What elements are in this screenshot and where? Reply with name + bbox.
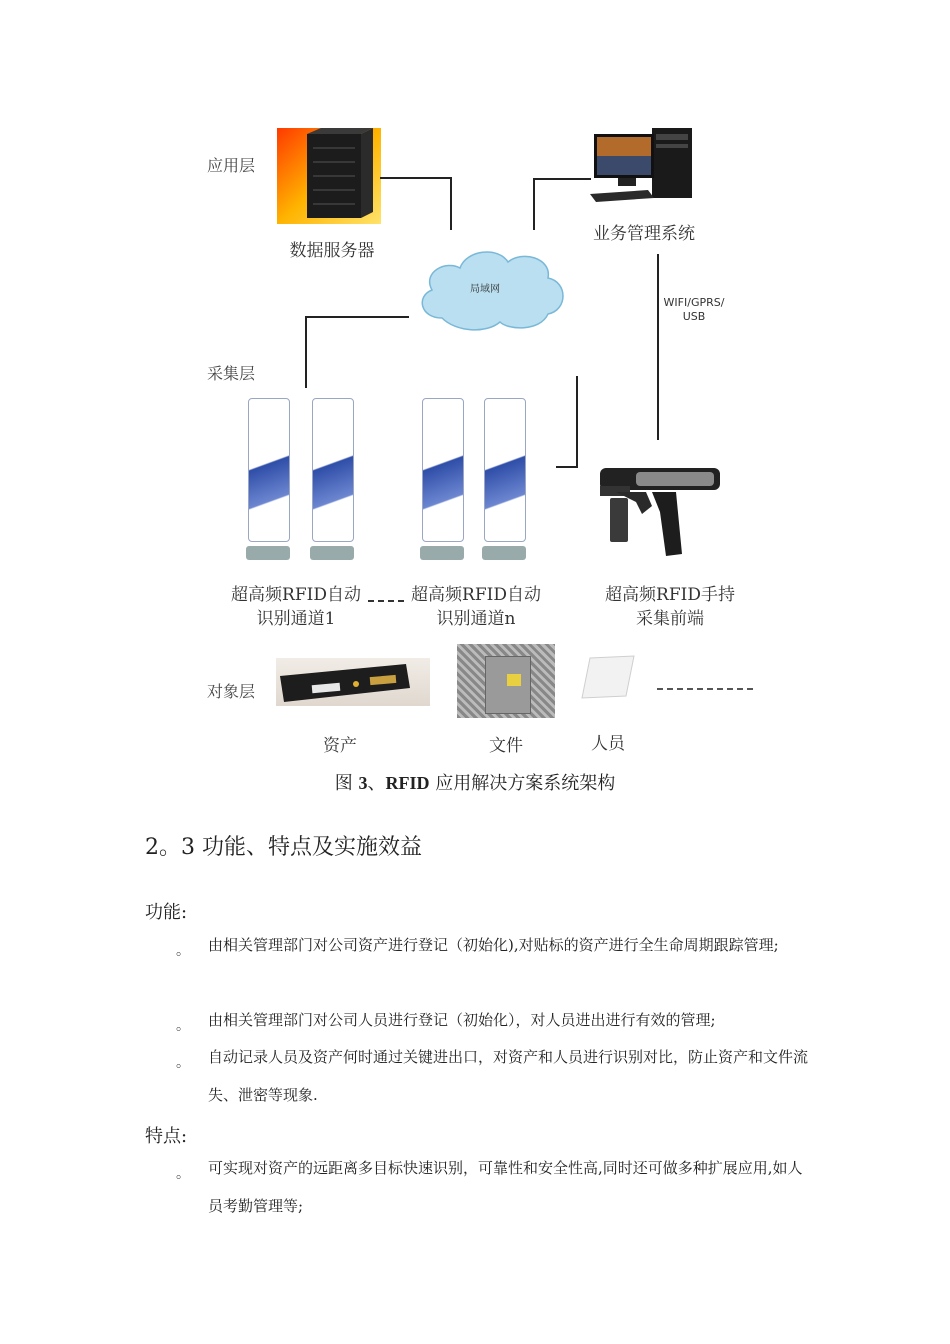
server-icon (277, 128, 381, 224)
channel-ellipsis (368, 600, 404, 602)
line-server-v (450, 177, 452, 230)
line-channeln-h (556, 466, 578, 468)
channel1-label-line2: 识别通道1 (256, 609, 336, 629)
person-label: 人员 (591, 734, 625, 754)
section-heading: 2。3 功能、特点及实施效益 (145, 835, 422, 860)
server-label: 数据服务器 (289, 241, 375, 261)
channeln-label-line2: 识别通道n (436, 609, 516, 629)
mgmt-system-label: 业务管理系统 (593, 224, 695, 244)
handheld-label-line1: 超高频RFID手持 (605, 585, 735, 605)
channeln-label-line1: 超高频RFID自动 (411, 585, 541, 605)
asset-image (276, 658, 430, 706)
line-pc-h (533, 178, 591, 180)
channel1-label-line1: 超高频RFID自动 (231, 585, 361, 605)
file-image (457, 644, 555, 718)
functions-label: 功能: (145, 902, 188, 923)
line-channeln-v (576, 376, 578, 468)
lan-label: 局域网 (470, 284, 500, 295)
bullet: 。 (176, 1166, 190, 1182)
features-label: 特点: (145, 1126, 188, 1147)
line-channel1-h (305, 316, 409, 318)
feature-item-1: 可实现对资产的远距离多目标快速识别，可靠性和安全性高,同时还可做多种扩展应用,如人员考勤管理等; (208, 1159, 803, 1215)
asset-label: 资产 (323, 736, 357, 756)
line-channel1-v (305, 316, 307, 388)
bullet: 。 (176, 943, 190, 959)
wireless-link-label: WIFI/GPRS/ USB (663, 296, 725, 323)
function-item-2: 由相关管理部门对公司人员进行登记（初始化），对人员进出进行有效的管理; (208, 1011, 716, 1029)
bullet: 。 (176, 1055, 190, 1071)
object-ellipsis (657, 688, 753, 690)
line-pc-v (533, 178, 535, 230)
line-server-h (380, 177, 450, 179)
computer-icon (590, 128, 698, 204)
layer-label-app: 应用层 (207, 156, 256, 175)
function-item-3: 自动记录人员及资产何时通过关键进出口，对资产和人员进行识别对比，防止资产和文件流失、泄密等现象. (208, 1048, 809, 1104)
figure-caption: 图 3、RFID 应用解决方案系统架构 (334, 773, 616, 794)
handheld-label-line2: 采集前端 (636, 609, 704, 629)
layer-label-object: 对象层 (207, 682, 256, 701)
handheld-reader-icon (596, 462, 728, 558)
line-handheld-v (657, 254, 659, 440)
layer-label-collect: 采集层 (207, 364, 256, 383)
function-item-1: 由相关管理部门对公司资产进行登记（初始化),对贴标的资产进行全生命周期跟踪管理; (208, 936, 779, 954)
person-card-image (580, 654, 636, 700)
bullet: 。 (176, 1018, 190, 1034)
file-label: 文件 (489, 736, 523, 756)
